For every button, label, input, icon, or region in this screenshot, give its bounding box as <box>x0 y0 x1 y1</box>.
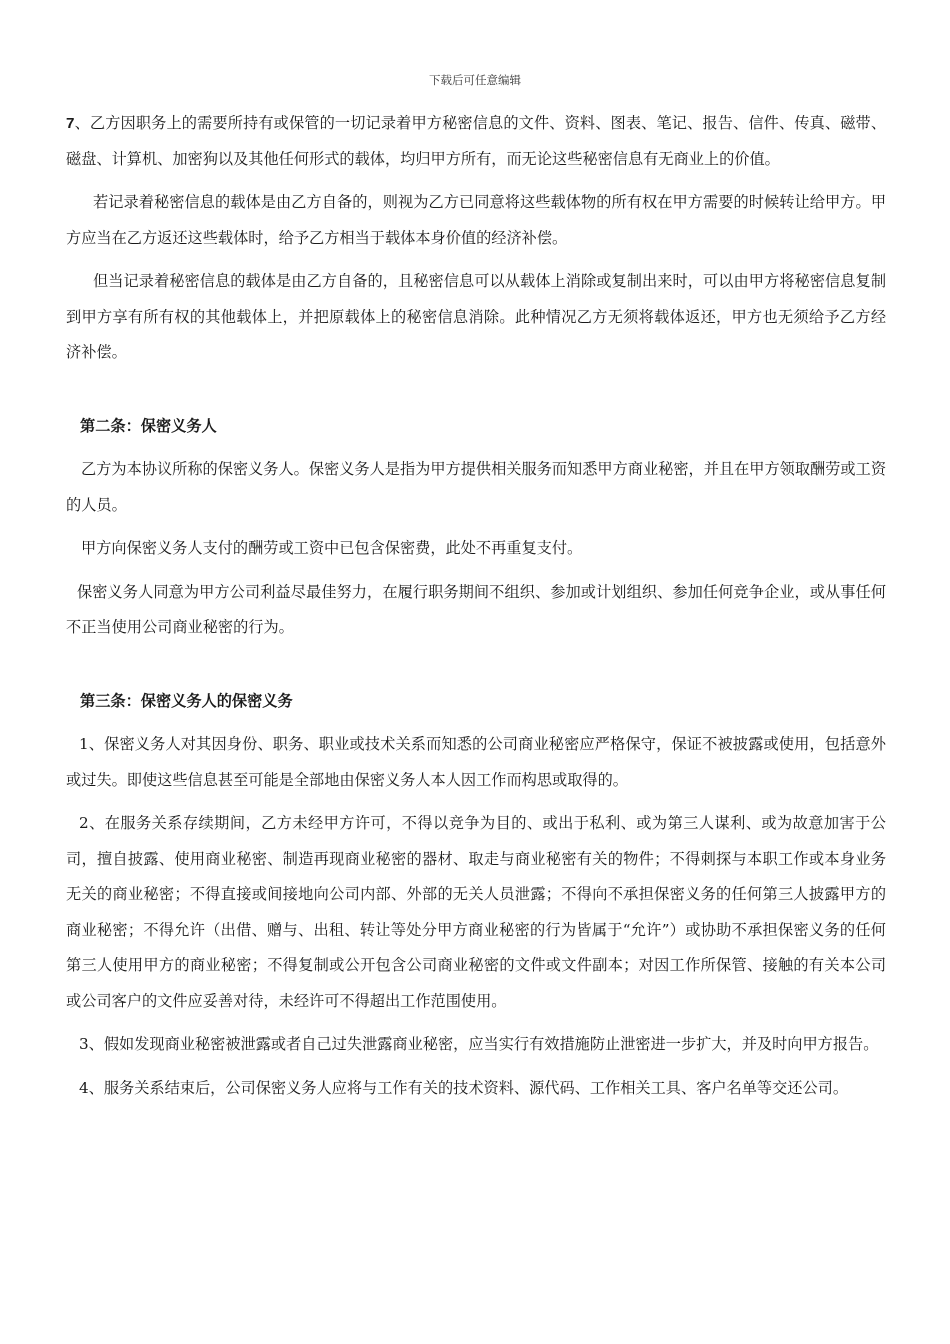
article-3-item-4: 4、服务关系结束后，公司保密义务人应将与工作有关的技术资料、源代码、工作相关工具、客户名单等交还公司。 <box>79 1078 849 1097</box>
article-3-item-2: 2、在服务关系存续期间，乙方未经甲方许可，不得以竞争为目的、或出于私利、或为第三人谋利、或为故意加害于公司，擅自披露、使用商业秘密、制造再现商业秘密的器材、取走与商业秘密有关的物件；不得刺探与本职工作或本身业务无关的商业秘密；不得直接或间接地向公司内部、外部的无关人员泄露；不得向不承担保密义务的任何第三人披露甲方的商业秘密；不得允许（出借、赠与、出租、转让等处分甲方商业秘密的行为皆属于“允许”）或协助不承担保密义务的任何第三人使用甲方的商业秘密；不得复制或公开包含公司商业秘密的文件或文件副本；对因工作所保管、接触的有关本公司或公司客户的文件应妥善对待，未经许可不得超出工作范围使用。 <box>66 814 886 1010</box>
article-3-item-1: 1、保密义务人对其因身份、职务、职业或技术关系而知悉的公司商业秘密应严格保守，保证不被披露或使用，包括意外或过失。即使这些信息甚至可能是全部地由保密义务人本人因工作而构思或取得的。 <box>66 735 886 789</box>
section-7-paragraph-3: 但当记录着秘密信息的载体是由乙方自备的，且秘密信息可以从载体上消除或复制出来时，可以由甲方将秘密信息复制到甲方享有所有权的其他载体上，并把原载体上的秘密信息消除。此种情况乙方无须将载体返还，甲方也无须给予乙方经济补偿。 <box>66 272 886 361</box>
document-body <box>66 106 886 1106</box>
section-7-text: 、乙方因职务上的需要所持有或保管的一切记录着甲方秘密信息的文件、资料、图表、笔记、报告、信件、传真、磁带、磁盘、计算机、加密狗以及其他任何形式的载体，均归甲方所有，而无论这些秘密信息有无商业上的价值。 <box>66 114 886 168</box>
section-7-number: 7 <box>66 115 75 132</box>
section-7-paragraph-2: 若记录着秘密信息的载体是由乙方自备的，则视为乙方已同意将这些载体物的所有权在甲方需要的时候转让给甲方。甲方应当在乙方返还这些载体时，给予乙方相当于载体本身价值的经济补偿。 <box>66 193 886 247</box>
article-3-heading: 第三条：保密义务人的保密义务 <box>80 691 293 710</box>
header-note: 下载后可任意编辑 <box>429 73 521 87</box>
article-2-paragraph-1: 乙方为本协议所称的保密义务人。保密义务人是指为甲方提供相关服务而知悉甲方商业秘密，并且在甲方领取酬劳或工资的人员。 <box>66 460 886 514</box>
article-2-heading: 第二条：保密义务人 <box>80 416 217 435</box>
article-2-paragraph-2: 甲方向保密义务人支付的酬劳或工资中已包含保密费，此处不再重复支付。 <box>81 539 583 557</box>
article-2-paragraph-3: 保密义务人同意为甲方公司利益尽最佳努力，在履行职务期间不组织、参加或计划组织、参加任何竞争企业，或从事任何不正当使用公司商业秘密的行为。 <box>66 582 886 636</box>
article-3-item-3: 3、假如发现商业秘密被泄露或者自己过失泄露商业秘密，应当实行有效措施防止泄密进一步扩大，并及时向甲方报告。 <box>79 1035 879 1053</box>
section-7-paragraph-1 <box>66 106 886 177</box>
